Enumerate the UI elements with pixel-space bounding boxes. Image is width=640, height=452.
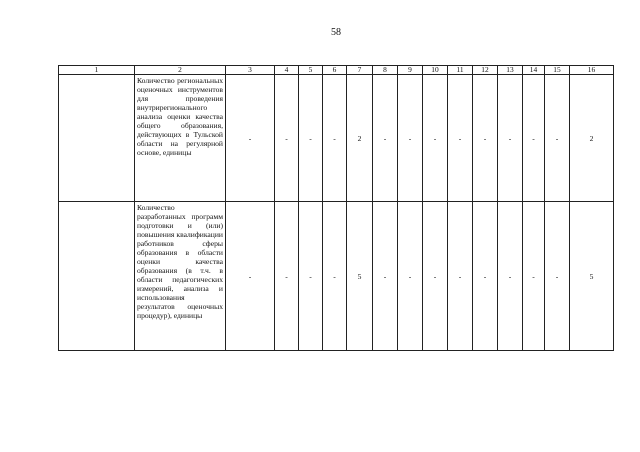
total-cell: 2 — [570, 75, 614, 202]
value-cell: - — [373, 202, 398, 351]
header-cell: 7 — [347, 66, 373, 75]
indicator-description-cell — [135, 202, 226, 351]
header-cell: 15 — [545, 66, 570, 75]
header-cell: 5 — [299, 66, 323, 75]
header-cell: 4 — [275, 66, 299, 75]
value-cell: - — [523, 75, 545, 202]
value-cell: 5 — [347, 202, 373, 351]
indicator-description: Количество региональных оценочных инструментов для проведения внутрирегионального анализа оценки качества общего образования, действующих в Тульской области на регулярной основе, единицы — [137, 76, 223, 157]
value-cell: - — [498, 202, 523, 351]
page-number: 58 — [331, 27, 341, 38]
indicator-description: Количество разработанных программ подготовки и (или) повышения квалификации работников сферы образования в области оценки качества образования (в т.ч. в области педагогических измерений, анализа и использования результатов оценочных процедур), единицы — [137, 203, 223, 320]
header-cell: 8 — [373, 66, 398, 75]
value-cell: - — [498, 75, 523, 202]
header-cell: 2 — [135, 66, 226, 75]
value-cell: - — [545, 75, 570, 202]
value-cell: - — [473, 75, 498, 202]
value-cell: - — [545, 202, 570, 351]
header-cell: 13 — [498, 66, 523, 75]
value-cell: 2 — [347, 75, 373, 202]
value-cell: - — [275, 202, 299, 351]
row-number-cell — [59, 75, 135, 202]
value-cell: - — [226, 202, 275, 351]
header-cell: 1 — [59, 66, 135, 75]
value-cell: - — [473, 202, 498, 351]
value-cell: - — [275, 75, 299, 202]
value-cell: - — [299, 75, 323, 202]
header-cell: 10 — [423, 66, 448, 75]
header-cell: 9 — [398, 66, 423, 75]
value-cell: - — [423, 75, 448, 202]
header-cell: 12 — [473, 66, 498, 75]
value-cell: - — [398, 202, 423, 351]
value-cell: - — [523, 202, 545, 351]
indicator-description-cell — [135, 75, 226, 202]
header-cell: 16 — [570, 66, 614, 75]
value-cell: - — [448, 202, 473, 351]
total-cell: 5 — [570, 202, 614, 351]
table-row — [59, 202, 614, 351]
value-cell: - — [323, 202, 347, 351]
value-cell: - — [423, 202, 448, 351]
value-cell: - — [323, 75, 347, 202]
data-table — [58, 65, 614, 351]
value-cell: - — [226, 75, 275, 202]
table-row — [59, 75, 614, 202]
header-cell: 3 — [226, 66, 275, 75]
header-cell: 6 — [323, 66, 347, 75]
value-cell: - — [299, 202, 323, 351]
value-cell: - — [373, 75, 398, 202]
header-cell: 14 — [523, 66, 545, 75]
value-cell: - — [398, 75, 423, 202]
row-number-cell — [59, 202, 135, 351]
header-cell: 11 — [448, 66, 473, 75]
value-cell: - — [448, 75, 473, 202]
table-header-row — [59, 66, 614, 75]
